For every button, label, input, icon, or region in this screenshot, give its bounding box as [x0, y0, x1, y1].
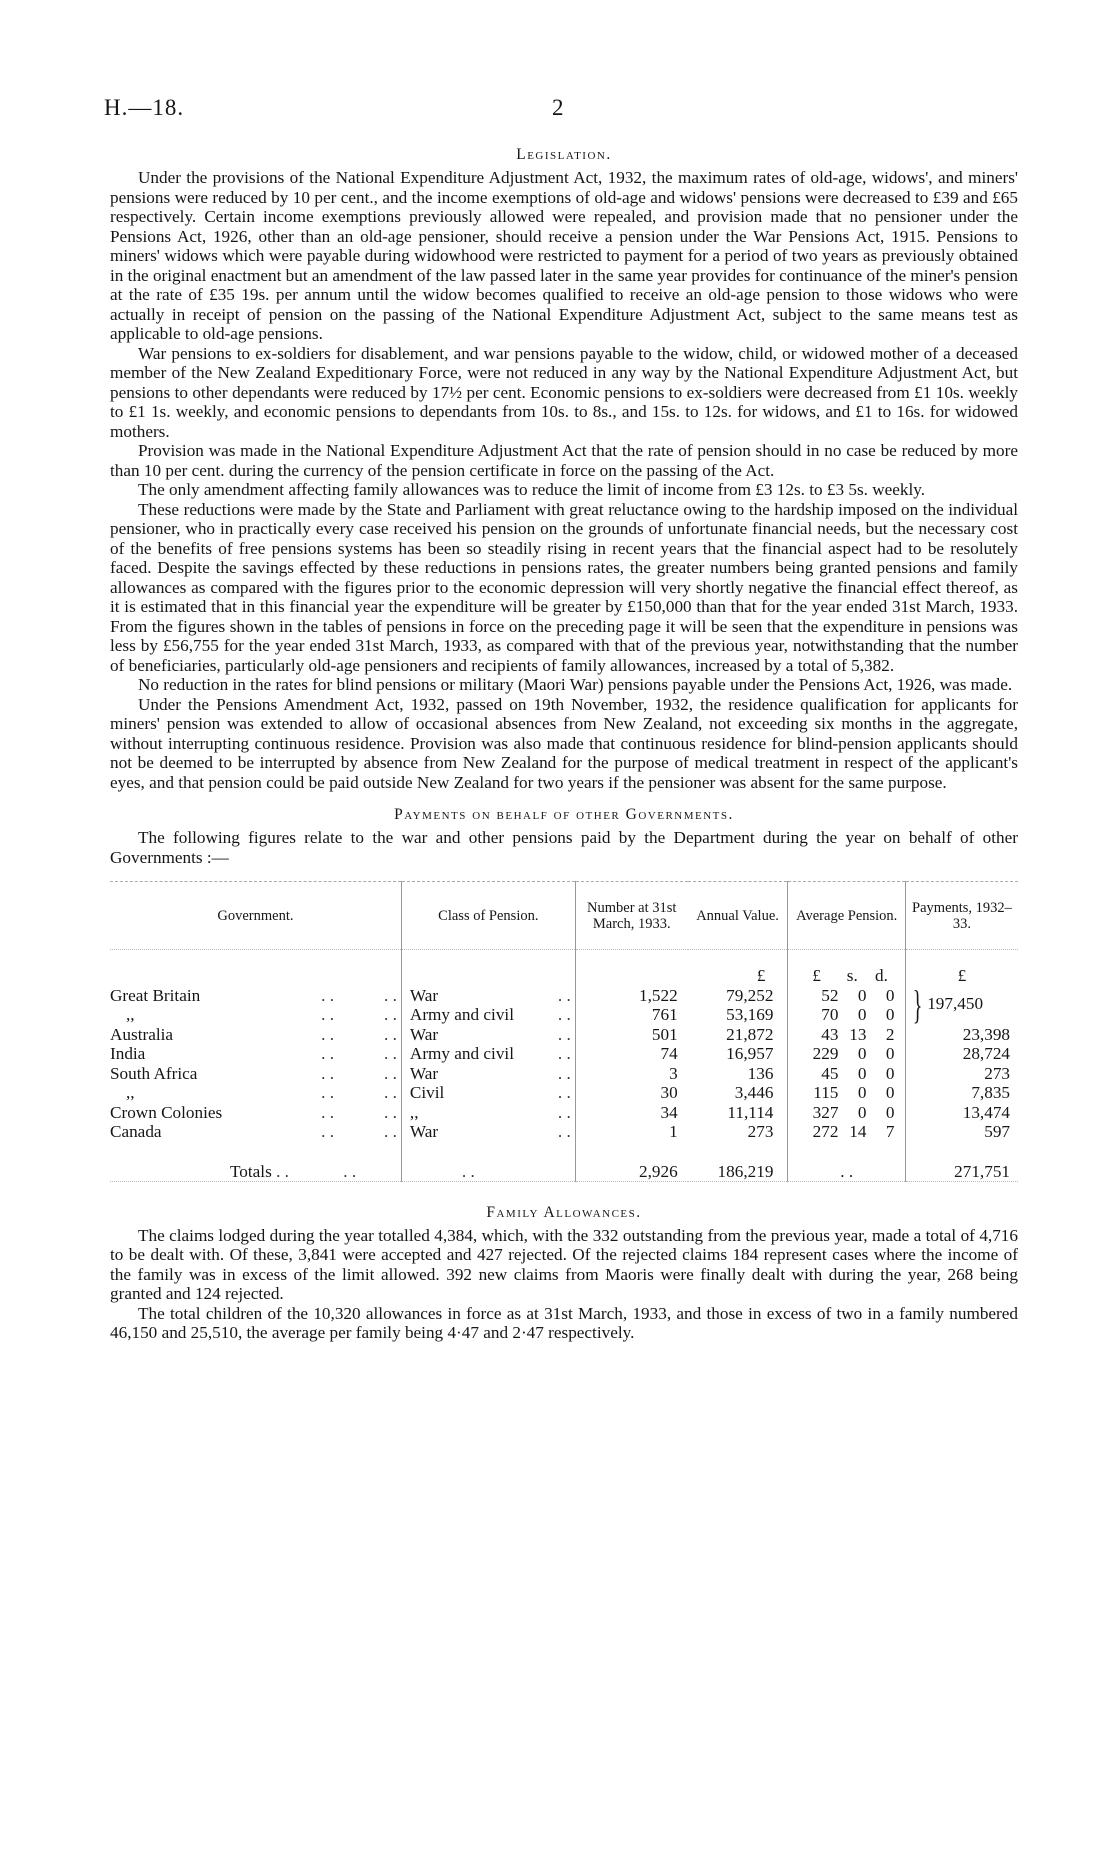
- cell-avg-pounds: 327: [812, 1102, 839, 1122]
- cell-avg-pence: 2: [885, 1024, 895, 1044]
- totals-average: . .: [788, 1162, 906, 1182]
- legislation-paragraph-5: These reductions were made by the State and Parliament with great reluctance owing to the hardship imposed on the individual pensioner, who in practically every case received his pension on the grounds of unfortunate financial needs, but the necessary cost of the benefits of free pensions systems has been so steadily rising in recent years that the financial aspect had to be resolutely faced. Despite the savings effected by these reductions in pensions rates, the greater numbers being granted pensions and family allowances as compared with the figures prior to the economic depression will very shortly negative the financial effect thereof, as it is estimated that in this financial year the expenditure will be greater by £150,000 than that for the year ended 31st March, 1933. From the figures shown in the tables of pensions in force on the preceding page it will be seen that the expenditure in pensions was less by £56,755 for the year ended 31st March, 1933, as compared with that of the previous year, notwithstanding that the number of beneficiaries, particularly old-age pensioners and recipients of family allowances, increased by a total of 5,382.: [110, 499, 1018, 675]
- totals-annual: 186,219: [717, 1161, 774, 1181]
- cell-annual: 21,872: [726, 1024, 774, 1044]
- table-row: Australia . . . . War . . 501 21,872 43 13 2 23,398: [110, 1025, 1018, 1045]
- legislation-paragraph-6: No reduction in the rates for blind pensions or military (Maori War) pensions payable under the Pensions Act, 1926, was made.: [138, 675, 1013, 694]
- cell-avg-pounds: 45: [821, 1063, 839, 1083]
- cell-number: 761: [575, 1005, 687, 1025]
- cell-class: Army and civil: [409, 1005, 514, 1024]
- page-body: [110, 88, 1018, 1343]
- cell-avg-pounds: 43: [821, 1024, 839, 1044]
- payments-heading: Payments on behalf of other Governments.: [394, 806, 734, 823]
- cell-number: 1,522: [575, 986, 687, 1006]
- family-heading: Family Allowances.: [486, 1203, 642, 1221]
- cell-number: 3: [575, 1064, 687, 1084]
- unit-pence: d.: [874, 966, 888, 985]
- cell-annual: 136: [747, 1063, 774, 1083]
- cell-number: 34: [575, 1103, 687, 1123]
- totals-number: 2,926: [575, 1162, 687, 1182]
- cell-number: 74: [575, 1044, 687, 1064]
- legislation-paragraph-7: Under the Pensions Amendment Act, 1932, passed on 19th November, 1932, the residence qualification for applicants for miners' pension was extended to allow of occasional absences from New Zealand, not exceeding six months in the aggregate, without interrupting continuous residence. Provision was also made that continuous residence for blind-pension applicants should not be deemed to be interrupted by absence from New Zealand for the purpose of medical treatment in respect of the applicant's eyes, and that pension could be paid outside New Zealand for two years if the pensioner was absent for the same purpose.: [110, 694, 1018, 792]
- table-row: Crown Colonies . . . . ,, . . 34 11,114 327 0 0 13,474: [110, 1103, 1018, 1123]
- cell-government: Great Britain: [110, 985, 201, 1005]
- cell-government: ,,: [126, 1083, 135, 1102]
- cell-number: 1: [575, 1122, 687, 1142]
- cell-annual: 11,114: [727, 1102, 774, 1122]
- cell-avg-pence: 0: [885, 1005, 895, 1024]
- cell-annual: 273: [747, 1122, 774, 1141]
- brace-payment: 197,450: [927, 993, 984, 1013]
- table-row: Great Britain . . . . War . . 1,522 79,252 52 0 0 } 197,450: [110, 986, 1018, 1006]
- col-class: Class of Pension.: [401, 882, 575, 950]
- cell-payments: 28,724: [905, 1044, 1018, 1064]
- cell-payments: 23,398: [905, 1025, 1018, 1045]
- cell-payments: 7,835: [905, 1083, 1018, 1103]
- cell-avg-pence: 0: [885, 1044, 895, 1063]
- cell-avg-shillings: 0: [857, 985, 867, 1005]
- cell-payments: 13,474: [905, 1103, 1018, 1123]
- cell-annual: 79,252: [726, 985, 774, 1005]
- cell-payments: 597: [905, 1122, 1018, 1142]
- legislation-heading: Legislation.: [516, 146, 612, 163]
- table-row: Canada . . . . War . . 1 273 272 14 7 597: [110, 1122, 1018, 1142]
- cell-government: South Africa: [110, 1063, 198, 1083]
- cell-avg-pence: 0: [885, 1063, 895, 1083]
- unit-annual: £: [756, 966, 766, 985]
- cell-class: War: [409, 1024, 439, 1044]
- page-number: 2: [552, 95, 564, 120]
- col-government: Government.: [110, 882, 401, 950]
- cell-avg-shillings: 0: [857, 1102, 867, 1122]
- cell-class: War: [409, 1122, 439, 1141]
- family-paragraph-1: The claims lodged during the year totalled 4,384, which, with the 332 outstanding from the previous year, made a total of 4,716 to be dealt with. Of these, 3,841 were accepted and 427 rejected. Of the rejected claims 184 represent cases where the income of the family was in excess of the limit allowed. 392 new claims from Maoris were finally dealt with during the year, 268 being granted and 124 rejected.: [110, 1225, 1018, 1303]
- cell-government: Australia: [110, 1024, 174, 1044]
- unit-pounds: £: [812, 966, 821, 985]
- cell-avg-pence: 0: [885, 1083, 895, 1102]
- cell-avg-shillings: 0: [857, 1005, 867, 1024]
- totals-payments: 271,751: [905, 1162, 1018, 1182]
- totals-label: Totals: [230, 1161, 272, 1181]
- legislation-paragraph-3: Provision was made in the National Expenditure Adjustment Act that the rate of pension should in no case be reduced by more than 10 per cent. during the currency of the pension certificate in force on the passing of the Act.: [110, 441, 1018, 480]
- cell-class: War: [409, 985, 439, 1005]
- totals-row: Totals . . . . . . 2,926 186,219 . . 271,751: [110, 1162, 1018, 1182]
- cell-avg-pence: 7: [885, 1122, 895, 1141]
- legislation-paragraph-4: The only amendment affecting family allowances was to reduce the limit of income from £3 12s. to £3 5s. weekly.: [138, 480, 926, 499]
- table-row: South Africa . . . . War . . 3 136 45 0 0 273: [110, 1064, 1018, 1084]
- cell-class: War: [409, 1063, 439, 1083]
- cell-class: Army and civil: [409, 1044, 514, 1063]
- family-paragraph-2: The total children of the 10,320 allowances in force as at 31st March, 1933, and those in excess of two in a family numbered 46,150 and 25,510, the average per family being 4·47 and 2·47 respectively.: [110, 1303, 1018, 1342]
- col-payments: Payments, 1932–33.: [905, 882, 1018, 950]
- cell-avg-pounds: 115: [813, 1083, 839, 1102]
- cell-avg-shillings: 0: [857, 1063, 867, 1083]
- cell-payments: 273: [905, 1064, 1018, 1084]
- cell-annual: 53,169: [726, 1005, 774, 1024]
- cell-avg-pounds: 70: [821, 1005, 839, 1024]
- cell-avg-pence: 0: [885, 1102, 895, 1122]
- cell-annual: 3,446: [734, 1083, 774, 1102]
- table-row: India . . . . Army and civil . . 74 16,957 229 0 0 28,724: [110, 1044, 1018, 1064]
- col-average-pension: Average Pension.: [788, 882, 906, 950]
- payments-table: [110, 881, 1018, 1200]
- cell-government: India: [110, 1044, 146, 1063]
- cell-avg-shillings: 13: [849, 1024, 867, 1044]
- cell-annual: 16,957: [726, 1044, 774, 1063]
- cell-number: 501: [575, 1025, 687, 1045]
- unit-shillings: s.: [846, 966, 858, 985]
- col-number: Number at 31st March, 1933.: [575, 882, 687, 950]
- unit-payments: £: [905, 950, 1018, 986]
- payments-intro: The following figures relate to the war and other pensions paid by the Department during the year on behalf of other Governments :—: [110, 828, 1018, 867]
- cell-government: Crown Colonies: [110, 1102, 223, 1122]
- cell-avg-shillings: 0: [857, 1044, 867, 1063]
- cell-number: 30: [575, 1083, 687, 1103]
- brace: }: [912, 982, 923, 1027]
- cell-avg-pounds: 52: [821, 985, 839, 1005]
- cell-avg-shillings: 0: [857, 1083, 867, 1102]
- running-head: H.—18.: [104, 95, 185, 120]
- cell-avg-shillings: 14: [849, 1122, 867, 1141]
- table-row: ,, . . . . Civil . . 30 3,446 115 0 0 7,835: [110, 1083, 1018, 1103]
- col-annual-value: Annual Value.: [688, 882, 788, 950]
- legislation-paragraph-1: Under the provisions of the National Expenditure Adjustment Act, 1932, the maximum rates of old-age, widows', and miners' pensions were reduced by 10 per cent., and the income exemptions of old-age and widows' pensions were decreased to £39 and £65 respectively. Certain income exemptions previously allowed were repealed, and provision made that no pensioner under the Pensions Act, 1926, other than an old-age pensioner, should receive a pension under the War Pensions Act, 1915. Pensions to miners' widows which were payable during widowhood were restricted to payment for a period of two years as previously obtained in the original enactment but an amendment of the law passed later in the same year provides for continuance of the miner's pension at the rate of £35 19s. per annum until the widow becomes qualified to receive an old-age pension to those widows who were actually in receipt of pension on the passing of the National Expenditure Adjustment Act, subject to the same means test as applicable to old-age pensions.: [110, 168, 1019, 343]
- cell-government: ,,: [126, 1005, 135, 1024]
- cell-class: ,,: [409, 1102, 419, 1122]
- cell-avg-pounds: 229: [812, 1044, 839, 1063]
- cell-class: Civil: [409, 1083, 445, 1102]
- cell-avg-pence: 0: [885, 985, 895, 1005]
- legislation-paragraph-2: War pensions to ex-soldiers for disablement, and war pensions payable to the widow, child, or widowed mother of a deceased member of the New Zealand Expeditionary Force, were not reduced in any way by the National Expenditure Adjustment Act, but pensions to other dependants were reduced by 17½ per cent. Economic pensions to ex-soldiers were decreased from £1 10s. weekly to £1 1s. weekly, and economic pensions to dependants from 10s. to 8s., and 15s. to 12s. for widows, and £1 to 16s. for widowed mothers.: [110, 343, 1018, 441]
- cell-avg-pounds: 272: [812, 1122, 839, 1141]
- cell-government: Canada: [110, 1122, 162, 1141]
- table-row: ,, . . . . Army and civil . . 761 53,169 70 0 0: [110, 1005, 1018, 1025]
